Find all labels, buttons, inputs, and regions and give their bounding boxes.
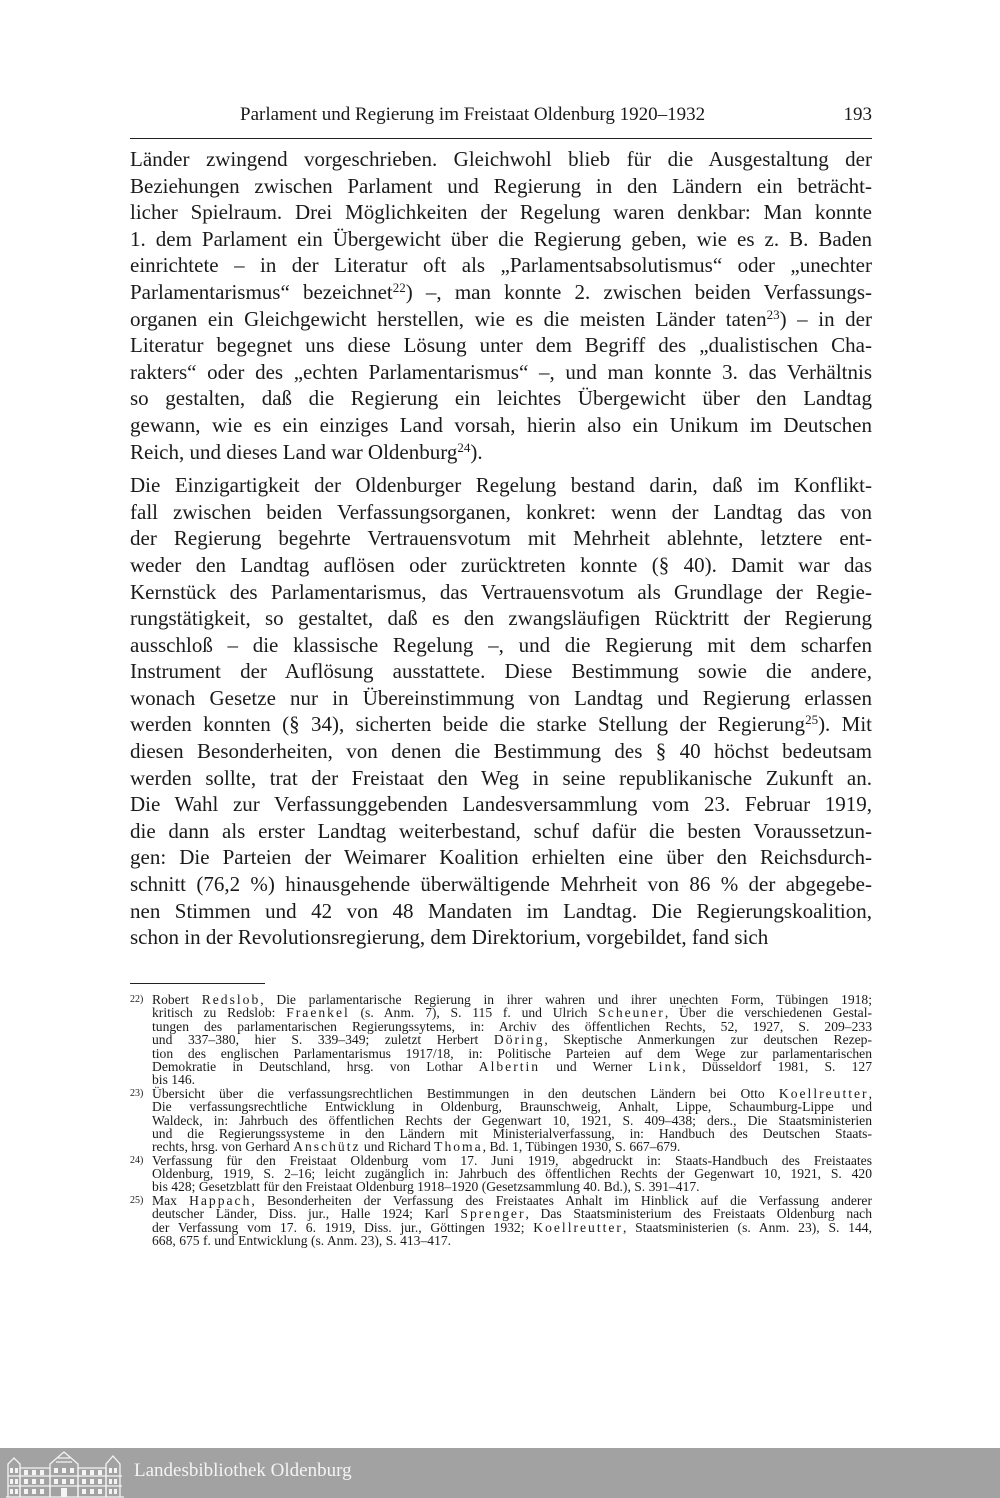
text-run: tion des englischen Parlamentarismus 1917/18, in: Politische Parteien auf dem Wege zur parlamentarischen (152, 1045, 872, 1061)
text-run: so gestalten, daß die Regierung ein leichtes Übergewicht über den Landtag (130, 386, 872, 411)
footnote-number: 23) (130, 1087, 144, 1099)
text-run: rungstätigkeit, so gestaltet, daß es den zwangsläufigen Rücktritt der Regierung (130, 606, 872, 631)
text-run: ) – in der (779, 306, 872, 331)
text-line (130, 924, 872, 951)
text-run: Demokratie in Deutschland, hrsg. von Lothar (152, 1058, 479, 1074)
text-run: rechts, hrsg. von Gerhard (152, 1139, 294, 1155)
footnote-line (152, 1167, 872, 1180)
text-run: ) –, man konnte 2. zwischen beiden Verfassungs- (405, 279, 873, 304)
text-run: , (868, 1085, 872, 1101)
text-run: Max (152, 1192, 190, 1208)
text-line (130, 306, 872, 333)
text-line (130, 472, 872, 499)
footnote (130, 1087, 872, 1154)
text-run: der Regierung begehrte Vertrauensvotum mit Mehrheit ablehnte, letztere ent- (130, 526, 872, 551)
footnote-separator (130, 983, 265, 984)
paragraph (130, 472, 872, 951)
author-name: Albertin (478, 1058, 541, 1074)
author-name: Happach (189, 1192, 252, 1208)
footnote (130, 1194, 872, 1248)
text-run: , Düsseldorf 1981, S. 127 (682, 1058, 872, 1074)
text-run: 1. dem Parlament ein Übergewicht über die Regierung geben, wie es z. B. Baden (130, 226, 872, 251)
footnote-line (152, 1180, 872, 1193)
text-run: gewann, wie es ein einziges Land vorsah, hierin also ein Unikum im Deutschen (130, 412, 872, 437)
text-run: deutscher Länder, Diss. jur., Halle 1924; Karl (152, 1206, 461, 1222)
text-run: und die Regierungssysteme in den Ländern mit Ministerialverfassung, in: Handbuch des Deutschen Staats- (152, 1125, 872, 1141)
text-run: wonach Gesetze nur in Übereinstimmung von Landtag und Regierung erlassen (130, 685, 872, 710)
text-run: Literatur begegnet uns diese Lösung unter dem Begriff des „dualistischen Cha- (130, 333, 872, 358)
text-run: licher Spielraum. Drei Möglichkeiten der Regelung waren denkbar: Man konnte (130, 200, 872, 225)
text-line (130, 525, 872, 552)
text-line (130, 199, 872, 226)
text-line (130, 332, 872, 359)
text-line (130, 844, 872, 871)
text-line (130, 738, 872, 765)
library-building-logo-icon (6, 1450, 124, 1498)
main-text (130, 146, 872, 958)
footnote-line (152, 1221, 872, 1234)
text-run: Die Einzigartigkeit der Oldenburger Regelung bestand darin, daß im Konflikt- (130, 473, 872, 498)
text-run: und 337–380, hier S. 339–349; zuletzt Herbert (152, 1032, 494, 1048)
text-run: ). Mit (818, 712, 872, 737)
text-run: und Werner (540, 1058, 649, 1074)
text-line (130, 279, 872, 306)
footnote (130, 993, 872, 1087)
text-line (130, 146, 872, 173)
author-name: Scheuner (598, 1005, 665, 1021)
library-banner (0, 1448, 1000, 1498)
footnote (130, 1154, 872, 1194)
footnote-reference: 25 (805, 712, 819, 728)
text-run: gen: Die Parteien der Weimarer Koalition erhielten eine über den Reichsdurch- (130, 845, 872, 870)
page-number: 193 (843, 104, 872, 125)
text-run: kritisch zu Redslob: (152, 1005, 287, 1021)
text-run: Instrument der Auflösung ausstattete. Diese Bestimmung sowie die andere, (130, 659, 872, 684)
text-run: Die verfassungsrechtliche Entwicklung in Oldenburg, Braunschweig, Anhalt, Lippe, Schaumburg-Lippe und (152, 1099, 872, 1115)
footnote-line (152, 1100, 872, 1113)
text-run: Robert (152, 992, 202, 1007)
text-line (130, 385, 872, 412)
footnote-number: 22) (130, 994, 144, 1005)
footnote-reference: 23 (766, 306, 780, 322)
text-run: Länder zwingend vorgeschrieben. Gleichwohl blieb für die Ausgestaltung der (130, 147, 872, 171)
footnote-number: 25) (130, 1194, 144, 1206)
footnotes (130, 993, 872, 1247)
text-line (130, 412, 872, 439)
text-run: Waldeck, in: Jahrbuch des öffentlichen Rechts der Gegenwart 10, 1921, S. 409–438; ders., Die Staatsministerien (152, 1112, 872, 1128)
text-line (130, 226, 872, 253)
text-run: schon in der Revolutionsregierung, dem Direktorium, vorgebildet, fand sich (130, 925, 769, 950)
text-line (130, 359, 872, 386)
author-name: Fraenkel (286, 1005, 350, 1021)
text-run: nen Stimmen und 42 von 48 Mandaten im Landtag. Die Regierungskoalition, (130, 898, 872, 923)
text-run: bis 428; Gesetzblatt für den Freistaat Oldenburg 1918–1920 (Gesetzsammlung 40. Bd.), S. 391–417. (152, 1179, 700, 1195)
text-line (130, 579, 872, 606)
text-run: weder den Landtag auflösen oder zurücktreten konnte (§ 40). Damit war das (130, 552, 872, 577)
footnote-line (152, 1127, 872, 1140)
text-line (130, 632, 872, 659)
text-run: einrichtete – in der Literatur oft als „Parlamentsabsolutismus“ oder „unechter (130, 253, 872, 278)
text-run: , Das Staatsministerium des Freistaats Oldenburg nach (525, 1206, 872, 1222)
footnote-line (152, 1087, 872, 1100)
text-run: ausschloß – die klassische Regelung –, und die Regierung mit dem scharfen (130, 632, 872, 657)
text-run: tungen des parlamentarischen Regierungssytems, in: Archiv des öffentlichen Rechts, 52, 1927, S. 209–233 (152, 1018, 872, 1034)
author-name: Redslob (201, 992, 261, 1007)
text-line (130, 605, 872, 632)
text-run: ). (470, 439, 483, 464)
text-run: Verfassung für den Freistaat Oldenburg vom 17. Juni 1919, abgedruckt in: Staats-Handbuch des Freistaates (152, 1152, 872, 1168)
text-line (130, 552, 872, 579)
text-line (130, 871, 872, 898)
footnote-line (152, 1020, 872, 1033)
footnote-reference: 24 (457, 439, 471, 455)
running-header (130, 104, 872, 130)
footnote-line (152, 1154, 872, 1167)
footnote-line (152, 1140, 872, 1153)
author-name: Döring (493, 1032, 545, 1048)
text-line (130, 658, 872, 685)
text-run: schnitt (76,2 %) hinausgehende überwältigende Mehrheit von 86 % der abgegebe- (130, 872, 872, 897)
text-line (130, 791, 872, 818)
text-run: , Besonderheiten der Verfassung des Freistaates Anhalt im Hinblick auf die Verfassung anderer (251, 1192, 872, 1208)
footnote-line (152, 1194, 872, 1207)
author-name: Anschütz (293, 1139, 361, 1155)
text-run: , Die parlamentarische Regierung in ihrer wahren und ihrer unechten Form, Tübingen 1918; (260, 992, 872, 1007)
footnote-line (152, 1073, 872, 1086)
footnote-line (152, 1114, 872, 1127)
text-line (130, 252, 872, 279)
footnote-line (152, 1060, 872, 1073)
footnote-number: 24) (130, 1154, 144, 1166)
footnote-reference: 22 (392, 279, 406, 295)
text-run: diesen Besonderheiten, von denen die Bestimmung des § 40 höchst bedeutsam (130, 739, 872, 764)
footnote-line (152, 1207, 872, 1220)
footnote-line (152, 1047, 872, 1060)
text-run: (s. Anm. 7), S. 115 f. und Ulrich (349, 1005, 599, 1021)
text-run: Die Wahl zur Verfassunggebenden Landesversammlung vom 23. Februar 1919, (130, 792, 872, 817)
text-run: werden sollte, trat der Freistaat den Weg in seine republikanische Zukunft an. (130, 765, 872, 790)
text-run: werden konnten (§ 34), sicherten beide die starke Stellung der Regierung (130, 712, 806, 737)
text-line (130, 439, 872, 466)
text-run: Kernstück des Parlamentarismus, das Vertrauensvotum als Grundlage der Regie- (130, 579, 872, 604)
author-name: Link (648, 1058, 683, 1074)
paragraph (130, 146, 872, 465)
text-run: bis 146. (152, 1072, 196, 1088)
text-line (130, 685, 872, 712)
author-name: Koellreutter (533, 1219, 623, 1235)
footnote-line (152, 1006, 872, 1019)
header-rule (130, 138, 872, 139)
text-line (130, 898, 872, 925)
text-run: Beziehungen zwischen Parlament und Regierung in den Ländern ein beträcht- (130, 173, 872, 198)
text-run: 668, 675 f. und Entwicklung (s. Anm. 23), S. 413–417. (152, 1233, 452, 1249)
text-run: Oldenburg, 1919, S. 2–16; leicht zugänglich in: Jahrbuch des öffentlichen Rechts der Gegenwart 10, 1921, S. 420 (152, 1166, 872, 1182)
text-run: , Skeptische Anmerkungen zur deutschen Rezep- (544, 1032, 872, 1048)
text-run: fall zwischen beiden Verfassungsorganen, konkret: wenn der Landtag das von (130, 499, 872, 524)
text-line (130, 765, 872, 792)
text-line (130, 499, 872, 526)
text-line (130, 173, 872, 200)
text-run: rakters“ oder des „echten Parlamentarismus“ –, und man konnte 3. das Verhältnis (130, 359, 872, 384)
author-name: Sprenger (460, 1206, 526, 1222)
footnote-line (152, 1234, 872, 1247)
text-run: die dann als erster Landtag weiterbestand, schuf dafür die besten Voraussetzun- (130, 818, 872, 843)
text-line (130, 711, 872, 738)
text-run: der Verfassung vom 17. 6. 1919, Diss. jur., Göttingen 1932; (152, 1219, 534, 1235)
text-run: und Richard (360, 1139, 435, 1155)
text-run: , Bd. 1, Tübingen 1930, S. 667–679. (482, 1139, 681, 1155)
footnote-line (152, 1033, 872, 1046)
text-run: organen ein Gleichgewicht herstellen, wie es die meisten Länder taten (130, 306, 767, 331)
text-line (130, 818, 872, 845)
library-name: Landesbibliothek Oldenburg (134, 1460, 352, 1481)
text-run: Reich, und dieses Land war Oldenburg (130, 439, 458, 464)
text-run: , Staatsministerien (s. Anm. 23), S. 144, (622, 1219, 872, 1235)
running-title: Parlament und Regierung im Freistaat Oldenburg 1920–1932 (240, 104, 706, 125)
text-run: , Über die verschiedenen Gestal- (664, 1005, 873, 1021)
author-name: Thoma (434, 1139, 483, 1155)
text-run: Übersicht über die verfassungsrechtlichen Bestimmungen in den deutschen Ländern bei Otto (152, 1085, 779, 1101)
author-name: Koellreutter (778, 1085, 869, 1101)
text-run: Parlamentarismus“ bezeichnet (130, 279, 393, 304)
